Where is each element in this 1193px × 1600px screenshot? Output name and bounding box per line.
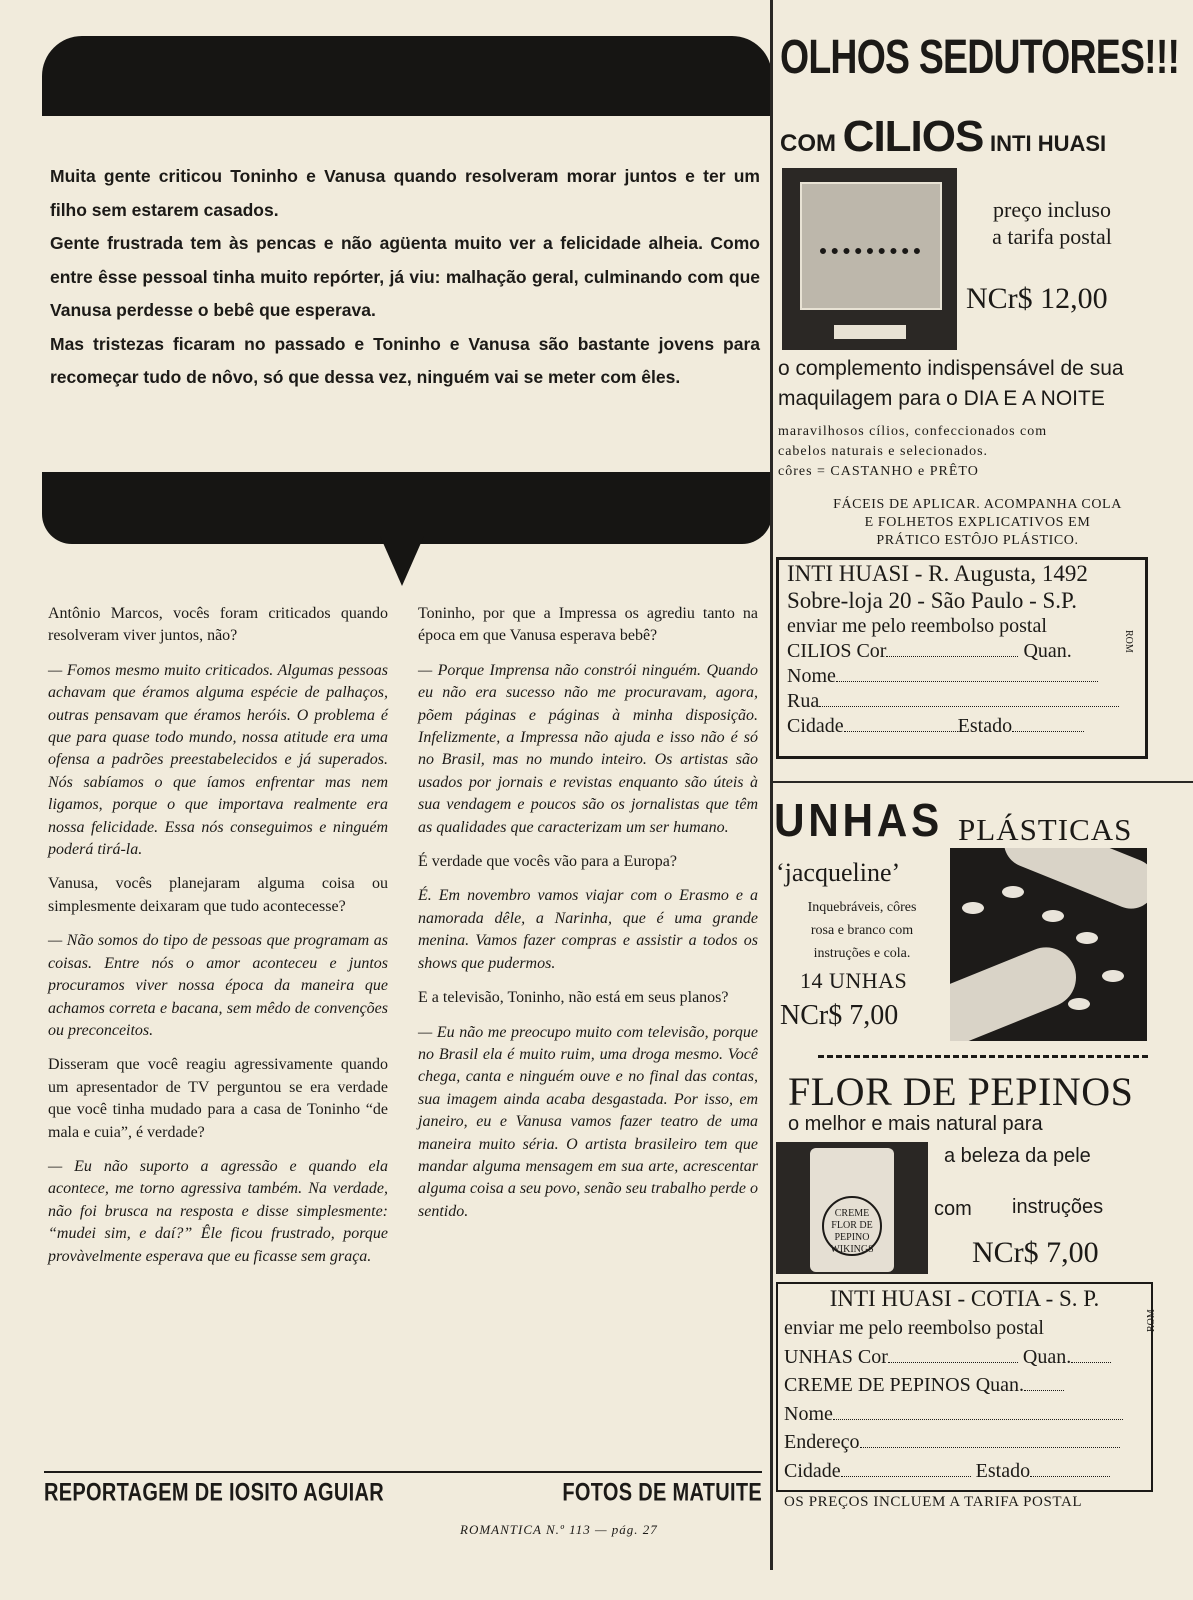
dashed-divider	[818, 1055, 1148, 1061]
reportagem-credit: REPORTAGEM DE IOSITO AGUIAR	[44, 1479, 384, 1507]
nail-mark	[1068, 998, 1090, 1010]
field-label: Rua	[787, 690, 820, 712]
article-column-1	[48, 603, 388, 1280]
field-label: Quan.	[975, 1374, 1025, 1396]
coupon-address: Sobre-loja 20 - São Paulo - S.P.	[787, 588, 1078, 613]
field-label: Quan.	[1022, 1345, 1072, 1368]
field-blank	[886, 642, 1018, 657]
ad-usage-line: E FOLHETOS EXPLICATIVOS EM	[864, 515, 1091, 530]
field-label: CREME DE PEPINOS	[784, 1374, 971, 1396]
coupon-field-rua[interactable]	[779, 689, 1145, 714]
field-label: Estado	[957, 715, 1013, 737]
price-note	[962, 196, 1142, 250]
price-note-line: preço incluso	[993, 197, 1111, 222]
coupon-field-cidade[interactable]	[778, 1457, 1151, 1486]
nail-mark	[1102, 970, 1124, 982]
interview-answer: É. Em novembro vamos viajar com o Erasmo e a namorada dêle, a Narinha, que é uma grande menina. Vamos fazer compras e assistir a todos os shows que pudermos.	[418, 887, 758, 972]
coupon-instruction: enviar me pelo reembolso postal	[784, 1317, 1044, 1339]
unhas-description	[782, 896, 942, 965]
nail-mark	[1076, 932, 1098, 944]
ad-description-line: maravilhosos cílios, confeccionados com	[778, 424, 1048, 439]
eyelash-strip	[820, 248, 920, 276]
unhas-description-line: instruções e cola.	[813, 946, 911, 961]
cream-jar-photo	[776, 1142, 928, 1274]
ad-complemento-line: maquilagem para o DIA E A NOITE	[778, 387, 1105, 410]
intro-paragraph: Muita gente criticou Toninho e Vanusa quando resolveram morar juntos e ter um filho sem estarem casados.	[50, 166, 760, 220]
field-label: UNHAS Cor	[784, 1345, 888, 1368]
interview-answer: — Não somos do tipo de pessoas que programam as coisas. Entre nós o amor aconteceu e juntos procuramos viver nossa época da maneira que achamos correta e bacana, sem mêdo de convenções ou preconceitos.	[48, 932, 388, 1039]
article-column-2	[418, 603, 758, 1235]
cilios-case	[800, 182, 942, 310]
ad-usage-note	[780, 496, 1175, 550]
nail-mark	[962, 902, 984, 914]
ad-cilios-brandline	[780, 112, 1106, 162]
glue-tube	[834, 325, 906, 339]
field-label: Cidade	[784, 1459, 841, 1482]
field-label: Endereço	[784, 1431, 860, 1453]
ad-description-line: cabelos naturais e selecionados.	[778, 444, 989, 459]
interview-question: E a televisão, Toninho, não está em seus planos?	[418, 989, 729, 1007]
ad-headline: OLHOS SEDUTORES!!!	[780, 31, 1180, 84]
prices-footer: OS PREÇOS INCLUEM A TARIFA POSTAL	[784, 1494, 1083, 1510]
interview-question: Vanusa, vocês planejaram alguma coisa ou simplesmente deixaram que tudo acontecesse?	[48, 875, 388, 915]
ad-usage-line: PRÁTICO ESTÔJO PLÁSTICO.	[876, 533, 1079, 548]
pepinos-price: NCr$ 7,00	[972, 1236, 1099, 1269]
intro-paragraph: Gente frustrada tem às pencas e não agüenta muito ver a felicidade alheia. Como entre êsse pessoal tinha muito repórter, já viu: malhação geral, culminando com que Vanusa perdesse o bebê que esperava.	[50, 233, 760, 320]
coupon-instruction: enviar me pelo reembolso postal	[787, 615, 1047, 637]
ad-cilios-word: CILIOS	[842, 112, 984, 161]
field-blank	[1012, 717, 1084, 732]
unhas-description-line: Inquebráveis, côres	[807, 900, 917, 915]
nail-mark	[1042, 910, 1064, 922]
field-label: Nome	[784, 1402, 833, 1425]
unhas-price: NCr$ 7,00	[780, 1000, 899, 1031]
intro-banner-top	[42, 36, 772, 116]
coupon-field-nome[interactable]	[779, 664, 1145, 689]
field-blank	[860, 1433, 1120, 1448]
coupon-initials: ROM	[1146, 1309, 1157, 1332]
pepinos-instrucoes: instruções	[1012, 1196, 1104, 1218]
field-blank	[888, 1348, 1018, 1363]
plasticas-word: PLÁSTICAS	[958, 812, 1133, 847]
pepinos-tagline: a beleza da pele	[944, 1145, 1091, 1167]
coupon-field-creme[interactable]	[778, 1371, 1151, 1400]
cilios-product-photo	[782, 168, 957, 350]
jar-label: CREME FLOR DE PEPINO WIKINGS	[822, 1196, 882, 1256]
unhas-description-line: rosa e branco com	[810, 923, 914, 938]
field-blank	[1071, 1348, 1111, 1363]
field-blank	[841, 1462, 971, 1477]
ad-com-word: COM	[780, 130, 836, 157]
field-blank	[836, 667, 1098, 682]
unhas-headline: UNHAS	[774, 794, 943, 846]
field-label: Nome	[787, 665, 836, 687]
ad-description	[778, 422, 1193, 482]
pepinos-tagline: o melhor e mais natural para	[788, 1113, 1043, 1135]
coupon-field-nome[interactable]	[778, 1400, 1151, 1429]
fotos-credit: FOTOS DE MATUITE	[562, 1479, 762, 1507]
pepinos-com: com	[934, 1198, 972, 1220]
coupon-initials: ROM	[1123, 630, 1134, 653]
interview-question: Toninho, por que a Impressa os agrediu tanto na época em que Vanusa esperava bebê?	[418, 605, 758, 645]
hand-shape	[996, 848, 1147, 916]
field-label: Cidade	[787, 715, 844, 737]
field-label: CILIOS Cor	[787, 640, 887, 662]
intro-text	[50, 160, 760, 395]
field-blank	[1024, 1376, 1064, 1391]
field-blank	[1030, 1462, 1110, 1477]
nail-mark	[1002, 886, 1024, 898]
coupon-field-endereco[interactable]	[778, 1428, 1151, 1457]
ad-divider	[772, 781, 1193, 783]
field-blank	[833, 1405, 1123, 1420]
interview-question: É verdade que vocês vão para a Europa?	[418, 853, 677, 871]
unhas-quantity: 14 UNHAS	[800, 968, 908, 993]
ad-complemento	[778, 354, 1193, 414]
interview-question: Antônio Marcos, vocês foram criticados quando resolveram viver juntos, não?	[48, 605, 388, 645]
credits-rule	[44, 1471, 762, 1473]
ad-brand-name: INTI HUASI	[990, 131, 1107, 156]
coupon-field-cidade[interactable]	[779, 714, 1145, 739]
field-blank	[819, 692, 1119, 707]
cilios-price: NCr$ 12,00	[966, 282, 1108, 315]
intro-banner-bottom	[42, 472, 772, 544]
jacqueline-brand: ‘jacqueline’	[776, 858, 901, 887]
hand-shape	[950, 938, 1085, 1041]
cilios-order-coupon	[776, 557, 1148, 759]
ad-usage-line: FÁCEIS DE APLICAR. ACOMPANHA COLA	[833, 497, 1122, 512]
ad-description-line: côres = CASTANHO e PRÊTO	[778, 464, 979, 479]
pepinos-headline: FLOR DE PEPINOS	[788, 1069, 1134, 1114]
coupon-address: INTI HUASI - COTIA - S. P.	[829, 1286, 1100, 1311]
price-note-line: a tarifa postal	[992, 224, 1112, 249]
field-label: Estado	[975, 1459, 1031, 1482]
intro-banner-notch	[380, 536, 424, 586]
field-label: Quan.	[1023, 640, 1072, 662]
coupon-field-cor[interactable]	[779, 639, 1145, 664]
ad-complemento-line: o complemento indispensável de sua	[778, 357, 1124, 380]
interview-answer: — Eu não suporto a agressão e quando ela acontece, me torno agressiva também. Na verdade, não foi brusca na resposta e disse simplesmente: “mudei sim, e daí?” Êle ficou frustrado, porque provàvelmente esperava que eu ficasse sem graça.	[48, 1157, 388, 1265]
coupon-field-unhas[interactable]	[778, 1343, 1151, 1372]
interview-answer: — Fomos mesmo muito criticados. Algumas pessoas achavam que éramos alguma espécie de palhaços, outras pensavam que éramos heróis. O problema é que para quase todo mundo, nossa atitude era uma ofensa a padrões preestabelecidos e já superados. Nós sabíamos o que íamos enfrentar mas nem ligamos, porque o que importava realmente era nossa felicidade. Essa nós conseguimos e ninguém poderá tirá-la.	[48, 661, 388, 859]
pepinos-order-coupon	[776, 1282, 1153, 1492]
field-blank	[844, 717, 958, 732]
coupon-address: INTI HUASI - R. Augusta, 1492	[787, 561, 1088, 586]
interview-question: Disseram que você reagiu agressivamente quando um apresentador de TV perguntou se era verdade que você tinha mudado para a casa de Toninho “de mala e cuia”, é verdade?	[48, 1056, 388, 1141]
interview-answer: — Porque Imprensa não constrói ninguém. Quando eu não era sucesso não me procuravam, agora, põem páginas e páginas à minha disposição. Infelizmente, a Impressa não ajuda e isso não é só no Brasil, mas no mundo inteiro. Os artistas são usados por jornais e revistas enquanto são úteis à sua vendagem e poucos são os jornalistas que têm as qualidades que caracterizam um ser humano.	[418, 661, 758, 836]
intro-paragraph: Mas tristezas ficaram no passado e Toninho e Vanusa são bastante jovens para recomeçar tudo de nôvo, só que dessa vez, ninguém vai se meter com êles.	[50, 333, 760, 387]
column-divider	[770, 0, 773, 1570]
page-footer: ROMANTICA N.º 113 — pág. 27	[460, 1522, 658, 1537]
interview-answer: — Eu não me preocupo muito com televisão, porque no Brasil ela é muito ruim, uma droga mesmo. Você chega, canta e ninguém ouve e no final das contas, sua imagem ainda acaba desgastada. Por isso, em janeiro, eu e Vanusa vamos fazer teatro de uma maneira muito séria. O artista brasileiro tem que mandar alguma mensagem em sua arte, acrescentar alguma coisa a seu povo, senão seu trabalho perde o sentido.	[418, 1023, 758, 1220]
hands-photo	[950, 848, 1147, 1041]
